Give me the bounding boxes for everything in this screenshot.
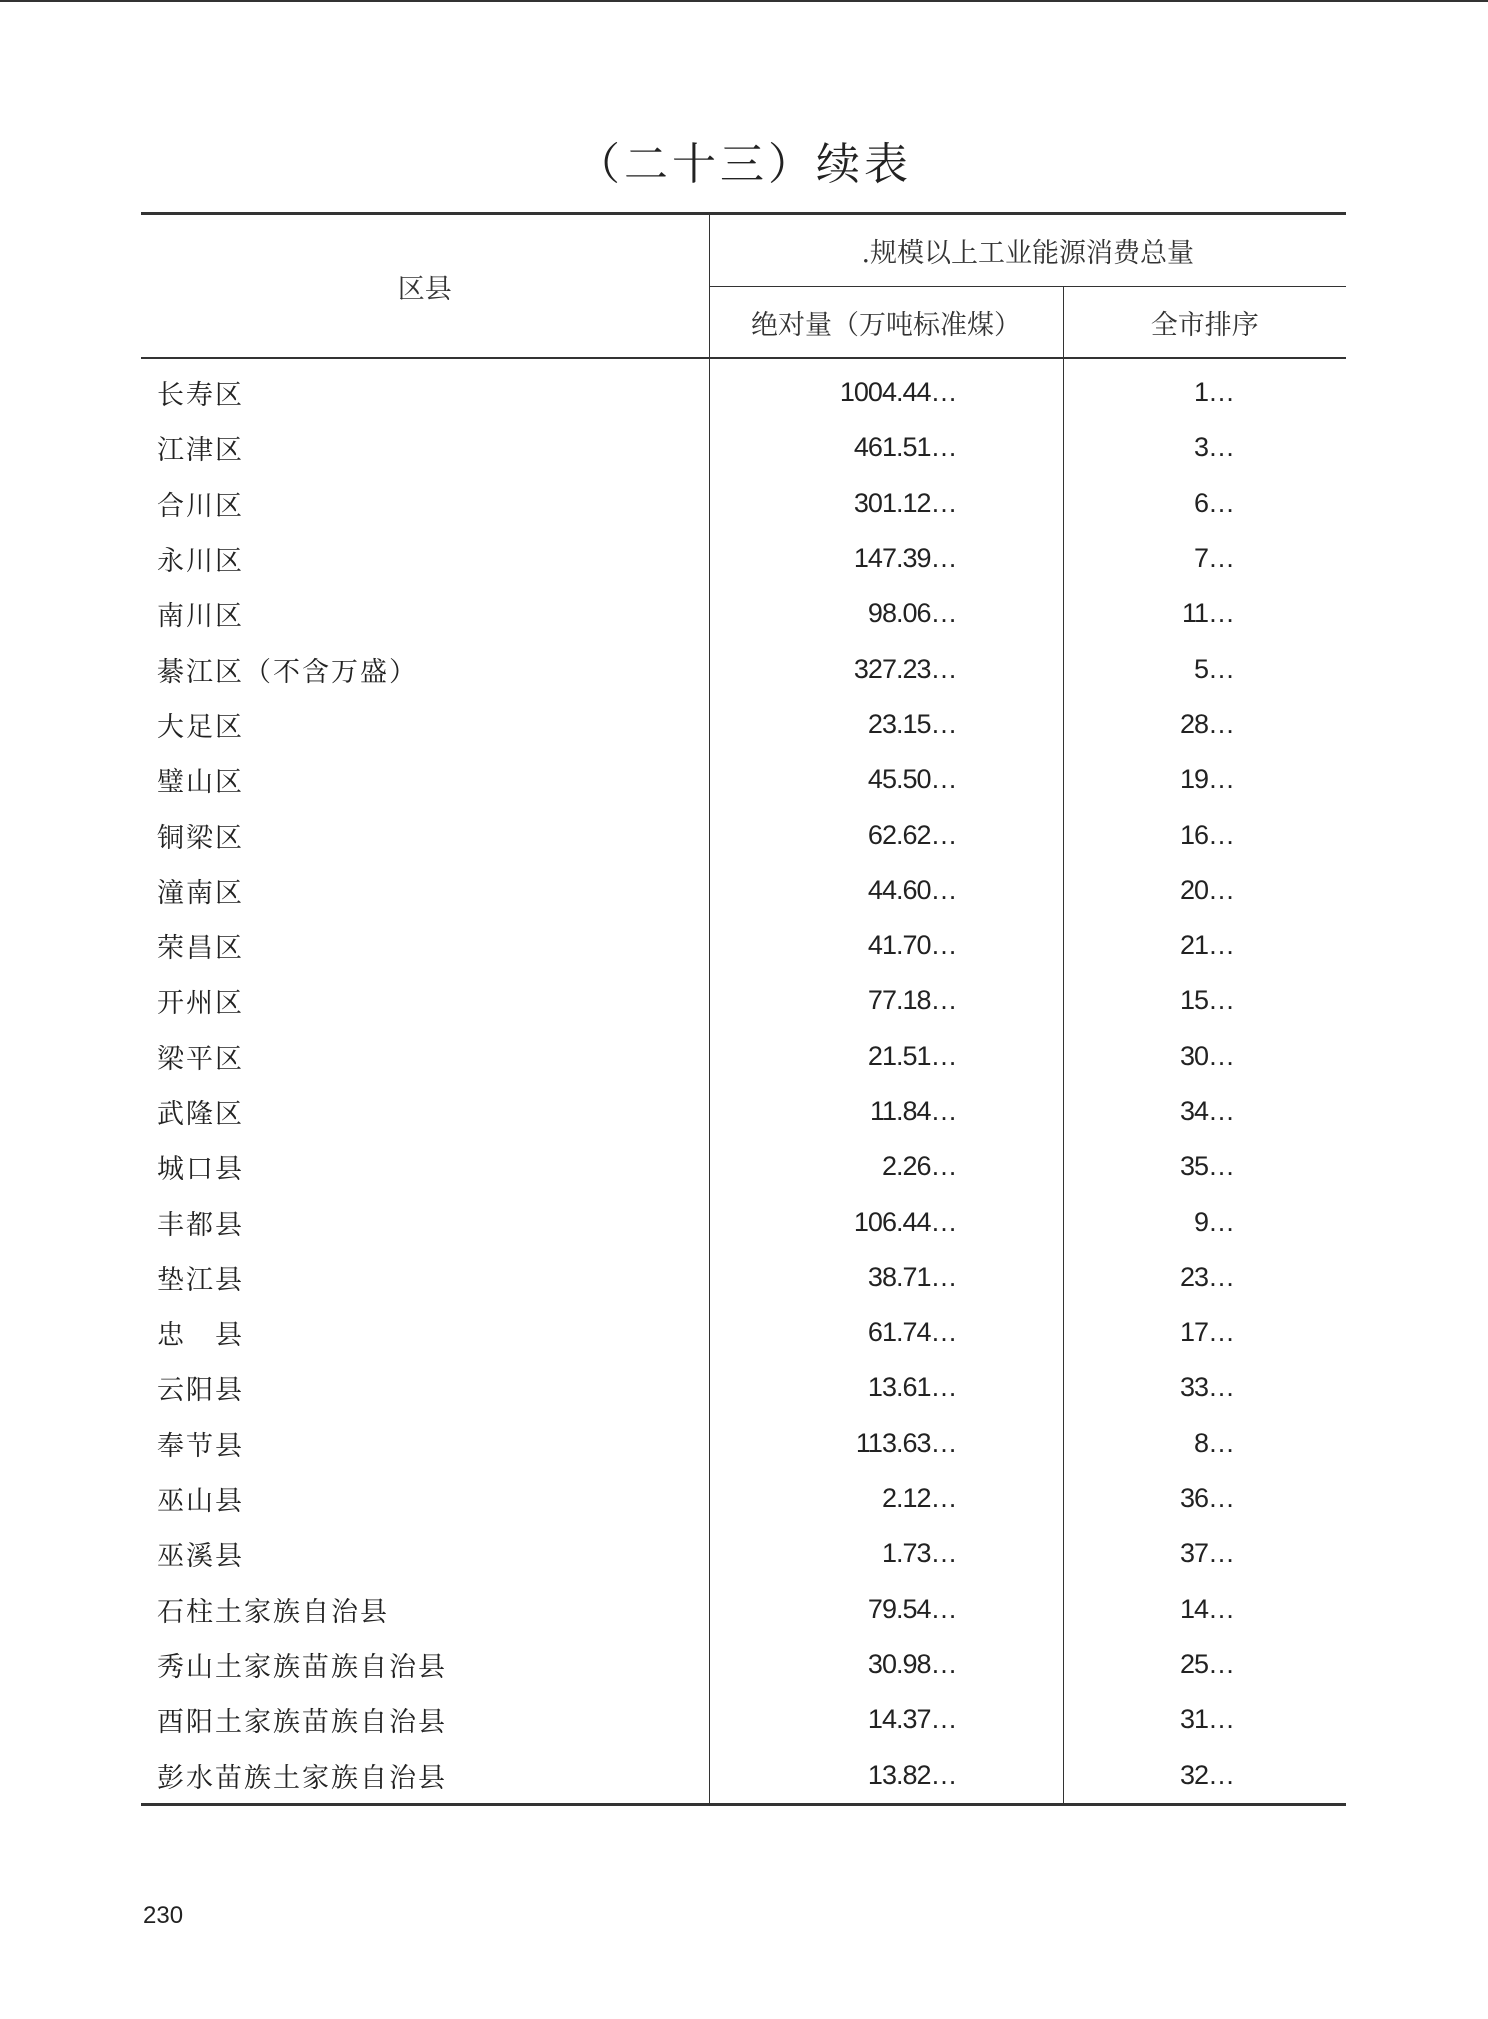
city-rank-cell: 16… <box>1179 819 1234 850</box>
page-number: 230 <box>143 1902 184 1929</box>
table-row <box>141 420 1346 475</box>
city-rank-cell: 28… <box>1179 708 1234 739</box>
absolute-amount-cell: 327.23… <box>709 641 1063 696</box>
district-name-cell: 忠 县 <box>141 1305 709 1360</box>
table-row <box>141 807 1346 862</box>
district-name-cell: 南川区 <box>141 586 709 641</box>
table-row <box>141 1029 1346 1084</box>
city-rank-cell: 11… <box>1181 598 1234 629</box>
absolute-amount-cell: 98.06… <box>709 586 1063 641</box>
district-name-cell: 綦江区（不含万盛） <box>141 641 709 696</box>
city-rank-cell: 17… <box>1179 1317 1234 1348</box>
table-row <box>141 531 1346 586</box>
absolute-amount-cell: 2.26… <box>709 1139 1063 1194</box>
district-name-cell: 荣昌区 <box>141 918 709 973</box>
district-name-cell: 梁平区 <box>141 1029 709 1084</box>
header-city-rank: 全市排序 <box>1063 287 1346 359</box>
header-absolute-amount: 绝对量（万吨标准煤） <box>709 287 1063 359</box>
absolute-amount-cell: 62.62… <box>709 807 1063 862</box>
city-rank-cell: 9… <box>1193 1206 1234 1237</box>
city-rank-cell: 7… <box>1193 543 1234 574</box>
table-row <box>141 1471 1346 1526</box>
table-row <box>141 1637 1346 1692</box>
absolute-amount-cell: 61.74… <box>709 1305 1063 1360</box>
absolute-amount-cell: 106.44… <box>709 1194 1063 1249</box>
absolute-amount-cell: 1.73… <box>709 1526 1063 1581</box>
city-rank-cell: 30… <box>1179 1040 1234 1071</box>
absolute-amount-cell: 2.12… <box>709 1471 1063 1526</box>
table-row <box>141 476 1346 531</box>
absolute-amount-cell: 461.51… <box>709 420 1063 475</box>
district-name-cell: 云阳县 <box>141 1360 709 1415</box>
absolute-amount-cell: 1004.44… <box>709 358 1063 420</box>
city-rank-cell: 3… <box>1193 432 1234 463</box>
city-rank-cell: 21… <box>1179 930 1234 961</box>
district-name-cell: 彭水苗族土家族自治县 <box>141 1747 709 1804</box>
district-name-cell: 垫江县 <box>141 1250 709 1305</box>
absolute-amount-cell: 13.82… <box>709 1747 1063 1804</box>
city-rank-cell: 32… <box>1063 1747 1346 1804</box>
city-rank-cell: 36… <box>1179 1483 1234 1514</box>
city-rank-cell: 33… <box>1179 1372 1234 1403</box>
absolute-amount-cell: 77.18… <box>709 973 1063 1028</box>
table-row <box>141 1692 1346 1747</box>
district-name-cell: 永川区 <box>141 531 709 586</box>
city-rank-cell: 19… <box>1179 764 1234 795</box>
top-border-line <box>0 0 1488 2</box>
district-name-cell: 城口县 <box>141 1139 709 1194</box>
district-name-cell: 石柱土家族自治县 <box>141 1582 709 1637</box>
page-title: （二十三）续表 <box>576 139 912 190</box>
city-rank-cell: 35… <box>1179 1151 1234 1182</box>
absolute-amount-cell: 30.98… <box>709 1637 1063 1692</box>
district-name-cell: 丰都县 <box>141 1194 709 1249</box>
city-rank-cell: 14… <box>1179 1593 1234 1624</box>
absolute-amount-cell: 23.15… <box>709 697 1063 752</box>
city-rank-cell: 31… <box>1179 1704 1234 1735</box>
district-name-cell: 璧山区 <box>141 752 709 807</box>
district-name-cell: 秀山土家族苗族自治县 <box>141 1637 709 1692</box>
table-row <box>141 358 1346 420</box>
energy-consumption-table <box>141 212 1346 1806</box>
table-row <box>141 1305 1346 1360</box>
table-row <box>141 918 1346 973</box>
district-name-cell: 大足区 <box>141 697 709 752</box>
absolute-amount-cell: 45.50… <box>709 752 1063 807</box>
city-rank-cell: 6… <box>1193 487 1234 518</box>
table-row <box>141 1360 1346 1415</box>
absolute-amount-cell: 41.70… <box>709 918 1063 973</box>
city-rank-cell: 34… <box>1179 1096 1234 1126</box>
city-rank-cell: 5… <box>1193 653 1234 684</box>
city-rank-cell: 37… <box>1179 1538 1234 1569</box>
city-rank-cell: 20… <box>1179 874 1234 905</box>
table-row <box>141 1194 1346 1249</box>
district-name-cell: 合川区 <box>141 476 709 531</box>
absolute-amount-cell: 38.71… <box>709 1250 1063 1305</box>
absolute-amount-cell: 11.84… <box>709 1084 1063 1139</box>
absolute-amount-cell: 14.37… <box>709 1692 1063 1747</box>
absolute-amount-cell: 301.12… <box>709 476 1063 531</box>
absolute-amount-cell: 44.60… <box>709 863 1063 918</box>
district-name-cell: 奉节县 <box>141 1416 709 1471</box>
district-name-cell: 潼南区 <box>141 863 709 918</box>
absolute-amount-cell: 79.54… <box>709 1582 1063 1637</box>
header-district: 区县 <box>141 214 709 359</box>
table-row <box>141 1139 1346 1194</box>
table-row <box>141 586 1346 641</box>
table-row <box>141 1526 1346 1581</box>
district-name-cell: 巫山县 <box>141 1471 709 1526</box>
city-rank-cell: 23… <box>1179 1261 1234 1292</box>
city-rank-cell: 8… <box>1193 1427 1234 1458</box>
table-row <box>141 641 1346 696</box>
header-energy-consumption-group: .规模以上工业能源消费总量 <box>709 214 1346 287</box>
district-name-cell: 铜梁区 <box>141 807 709 862</box>
district-name-cell: 开州区 <box>141 973 709 1028</box>
table-row <box>141 863 1346 918</box>
absolute-amount-cell: 147.39… <box>709 531 1063 586</box>
city-rank-cell: 1… <box>1193 377 1234 408</box>
table-row <box>141 1747 1346 1804</box>
district-name-cell: 武隆区 <box>141 1084 709 1139</box>
district-name-cell: 酉阳土家族苗族自治县 <box>141 1692 709 1747</box>
table-row <box>141 1250 1346 1305</box>
absolute-amount-cell: 113.63… <box>709 1416 1063 1471</box>
table-row <box>141 752 1346 807</box>
district-name-cell: 长寿区 <box>141 358 709 420</box>
table-row <box>141 697 1346 752</box>
table-body <box>141 358 1346 1804</box>
table-row <box>141 1582 1346 1637</box>
table-row <box>141 1084 1346 1139</box>
city-rank-cell: 25… <box>1179 1648 1234 1679</box>
district-name-cell: 巫溪县 <box>141 1526 709 1581</box>
absolute-amount-cell: 21.51… <box>709 1029 1063 1084</box>
district-name-cell: 江津区 <box>141 420 709 475</box>
absolute-amount-cell: 13.61… <box>709 1360 1063 1415</box>
city-rank-cell: 15… <box>1179 985 1234 1016</box>
table-row <box>141 973 1346 1028</box>
table-row <box>141 1416 1346 1471</box>
